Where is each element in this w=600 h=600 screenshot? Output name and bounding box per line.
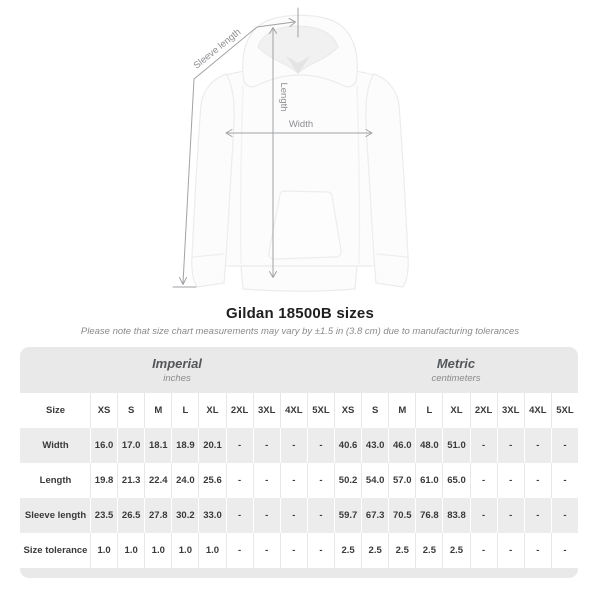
value-cell-metric: - — [470, 428, 497, 463]
value-cell-metric: 54.0 — [361, 463, 388, 498]
value-cell-metric: 61.0 — [415, 463, 442, 498]
value-cell-imperial: - — [280, 428, 307, 463]
value-cell-metric: 48.0 — [415, 428, 442, 463]
size-header-imperial: 3XL — [253, 393, 280, 428]
value-cell-metric: 46.0 — [388, 428, 415, 463]
page-title: Gildan 18500B sizes — [225, 305, 375, 322]
value-cell-imperial: 19.8 — [90, 463, 117, 498]
unit-header-band — [20, 347, 578, 393]
value-cell-imperial: - — [253, 428, 280, 463]
value-cell-metric: - — [470, 463, 497, 498]
value-cell-metric: 70.5 — [388, 498, 415, 533]
size-header-imperial: 2XL — [226, 393, 253, 428]
size-header-metric: 5XL — [551, 393, 578, 428]
value-cell-imperial: 22.4 — [144, 463, 171, 498]
size-header-metric: 4XL — [524, 393, 551, 428]
hoodie-illustration — [192, 15, 409, 291]
value-cell-imperial: - — [307, 533, 334, 568]
size-header-metric: XL — [442, 393, 469, 428]
value-cell-imperial: 1.0 — [171, 533, 198, 568]
value-cell-metric: - — [551, 533, 578, 568]
value-cell-metric: 43.0 — [361, 428, 388, 463]
value-cell-metric: - — [551, 428, 578, 463]
value-cell-imperial: 1.0 — [144, 533, 171, 568]
table-footer-band — [20, 568, 578, 578]
size-header-metric: M — [388, 393, 415, 428]
size-header-metric: 2XL — [470, 393, 497, 428]
value-cell-imperial: - — [226, 428, 253, 463]
value-cell-imperial: - — [253, 498, 280, 533]
imperial-unit: inches — [163, 373, 191, 384]
size-header-imperial: M — [144, 393, 171, 428]
value-cell-imperial: - — [226, 463, 253, 498]
sleeve-length-label: Sleeve length — [191, 26, 244, 72]
size-header-metric: 3XL — [497, 393, 524, 428]
row-label: Sleeve length — [20, 498, 90, 533]
size-header-imperial: S — [117, 393, 144, 428]
value-cell-imperial: 16.0 — [90, 428, 117, 463]
value-cell-metric: 51.0 — [442, 428, 469, 463]
value-cell-imperial: 21.3 — [117, 463, 144, 498]
value-cell-metric: - — [551, 463, 578, 498]
value-cell-metric: 2.5 — [334, 533, 361, 568]
size-header-imperial: 5XL — [307, 393, 334, 428]
value-cell-imperial: - — [307, 498, 334, 533]
value-cell-imperial: 20.1 — [198, 428, 225, 463]
value-cell-imperial: 1.0 — [117, 533, 144, 568]
value-cell-imperial: 27.8 — [144, 498, 171, 533]
measurements-grid — [20, 393, 578, 568]
value-cell-metric: 59.7 — [334, 498, 361, 533]
value-cell-imperial: - — [280, 533, 307, 568]
value-cell-imperial: - — [307, 463, 334, 498]
value-cell-imperial: 18.9 — [171, 428, 198, 463]
value-cell-imperial: - — [253, 463, 280, 498]
value-cell-metric: - — [524, 498, 551, 533]
size-header-imperial: XS — [90, 393, 117, 428]
imperial-heading: Imperial — [152, 356, 202, 371]
row-label: Size tolerance — [20, 533, 90, 568]
size-table — [20, 347, 578, 578]
value-cell-imperial: 30.2 — [171, 498, 198, 533]
row-label: Width — [20, 428, 90, 463]
value-cell-imperial: 26.5 — [117, 498, 144, 533]
unit-group-imperial — [20, 347, 334, 393]
tolerance-note: Please note that size chart measurements may vary by ±1.5 in (3.8 cm) due to manufacturing tolerances — [80, 326, 520, 337]
size-header-metric: L — [415, 393, 442, 428]
value-cell-metric: - — [497, 533, 524, 568]
value-cell-metric: 2.5 — [388, 533, 415, 568]
value-cell-imperial: - — [253, 533, 280, 568]
value-cell-imperial: 1.0 — [198, 533, 225, 568]
size-header-metric: XS — [334, 393, 361, 428]
value-cell-imperial: 17.0 — [117, 428, 144, 463]
value-cell-metric: 40.6 — [334, 428, 361, 463]
value-cell-metric: 2.5 — [361, 533, 388, 568]
value-cell-imperial: 25.6 — [198, 463, 225, 498]
value-cell-imperial: 23.5 — [90, 498, 117, 533]
size-column-header: Size — [20, 393, 90, 428]
value-cell-metric: - — [470, 498, 497, 533]
value-cell-metric: 76.8 — [415, 498, 442, 533]
value-cell-imperial: - — [307, 428, 334, 463]
value-cell-imperial: - — [280, 498, 307, 533]
value-cell-metric: 67.3 — [361, 498, 388, 533]
unit-group-metric — [334, 347, 578, 393]
value-cell-metric: 2.5 — [415, 533, 442, 568]
value-cell-metric: - — [524, 428, 551, 463]
size-header-metric: S — [361, 393, 388, 428]
value-cell-metric: - — [524, 463, 551, 498]
value-cell-imperial: 18.1 — [144, 428, 171, 463]
value-cell-metric: - — [497, 463, 524, 498]
value-cell-imperial: 1.0 — [90, 533, 117, 568]
value-cell-metric: 65.0 — [442, 463, 469, 498]
length-label: Length — [278, 82, 289, 112]
row-label: Length — [20, 463, 90, 498]
metric-heading: Metric — [436, 356, 476, 371]
value-cell-metric: 2.5 — [442, 533, 469, 568]
value-cell-metric: - — [551, 498, 578, 533]
value-cell-imperial: - — [226, 533, 253, 568]
size-header-imperial: XL — [198, 393, 225, 428]
value-cell-metric: 50.2 — [334, 463, 361, 498]
value-cell-metric: 57.0 — [388, 463, 415, 498]
value-cell-imperial: - — [280, 463, 307, 498]
value-cell-imperial: 24.0 — [171, 463, 198, 498]
metric-unit: centimeters — [431, 373, 481, 384]
value-cell-metric: - — [497, 498, 524, 533]
value-cell-imperial: 33.0 — [198, 498, 225, 533]
value-cell-metric: - — [470, 533, 497, 568]
value-cell-metric: - — [524, 533, 551, 568]
value-cell-metric: 83.8 — [442, 498, 469, 533]
value-cell-metric: - — [497, 428, 524, 463]
size-header-imperial: L — [171, 393, 198, 428]
size-header-imperial: 4XL — [280, 393, 307, 428]
value-cell-imperial: - — [226, 498, 253, 533]
width-label: Width — [288, 119, 314, 130]
